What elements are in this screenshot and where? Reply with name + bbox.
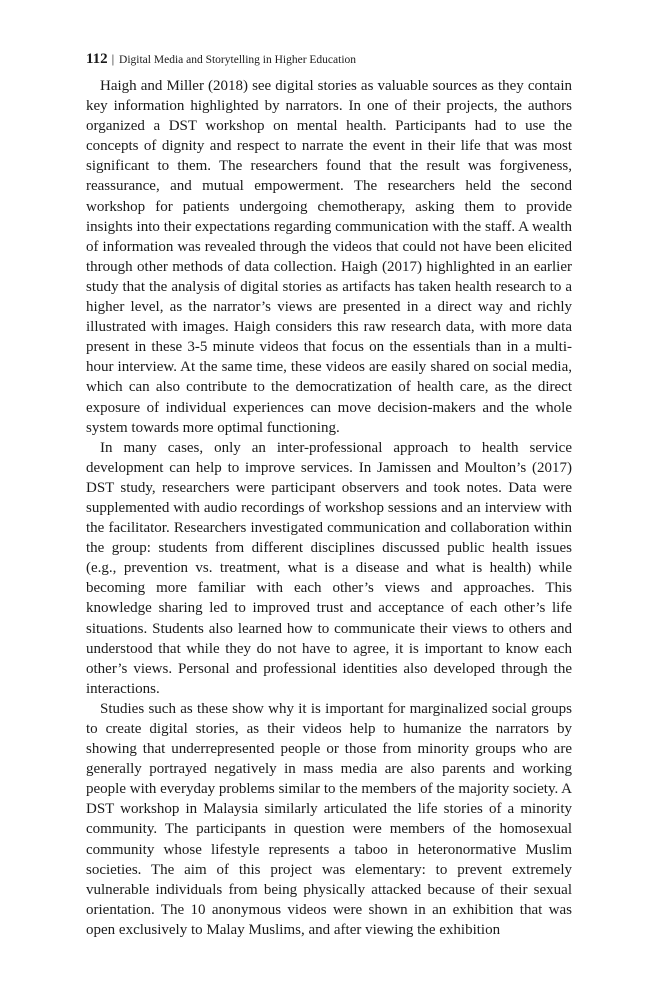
running-title: Digital Media and Storytelling in Higher Education xyxy=(119,54,357,66)
running-header xyxy=(86,52,572,67)
paragraph-3: Studies such as these show why it is important for marginalized social groups to create digital stories, as their videos help to humanize the narrators by showing that underrepresented people or those from minority groups who are generally portrayed negatively in mass media are also parents and working people with everyday problems similar to the members of the majority society. A DST workshop in Malaysia similarly articulated the life stories of a minority community. The participants in question were members of the homosexual community whose lifestyle represents a taboo in heteronormative Muslim societies. The aim of this project was elementary: to prevent extremely vulnerable individuals from being physically attacked because of their sexual orientation. The 10 anonymous videos were shown in an exhibition that was open exclusively to Malay Muslims, and after viewing the exhibition xyxy=(86,700,572,938)
header-separator: | xyxy=(111,51,115,66)
book-page xyxy=(86,52,572,940)
page-number: 112 xyxy=(86,51,108,67)
paragraph-2: In many cases, only an inter-professional approach to health service development can help to improve services. In Jamissen and Moulton’s (2017) DST study, researchers were participant observers and took notes. Data were supplemented with audio recordings of workshop sessions and an interview with the facilitator. Researchers investigated communication and collaboration within the group: students from different disciplines discussed public health issues (e.g., prevention vs. treatment, what is a disease and what is health) while becoming more familiar with each other’s views and approaches. This knowledge sharing led to improved trust and acceptance of each other’s life situations. Students also learned how to communicate their views to others and understood that while they do not have to agree, it is important to know each other’s views. Personal and professional identities also developed through the interactions. xyxy=(86,439,572,697)
paragraph-1: Haigh and Miller (2018) see digital stories as valuable sources as they contain key information highlighted by narrators. In one of their projects, the authors organized a DST workshop on mental health. Participants had to use the concepts of dignity and respect to narrate the event in their life that was most significant to them. The researchers found that the result was forgiveness, reassurance, and mutual empowerment. The researchers held the second workshop for patients undergoing chemotherapy, asking them to provide insights into their expectations regarding communication with the staff. A wealth of information was revealed through the videos that could not have been elicited through other methods of data collection. Haigh (2017) highlighted in an earlier study that the analysis of digital stories as artifacts has taken health research to a higher level, as the narrator’s views are presented in a direct way and richly illustrated with images. Haigh considers this raw research data, with more data present in these 3-5 minute videos that focus on the essentials than in a multi-hour interview. At the same time, these videos are easily shared on social media, which can also contribute to the democratization of health care, as the direct exposure of individual experiences can move decision-makers and the whole system towards more optimal functioning. xyxy=(86,78,572,436)
body-text xyxy=(86,76,572,940)
